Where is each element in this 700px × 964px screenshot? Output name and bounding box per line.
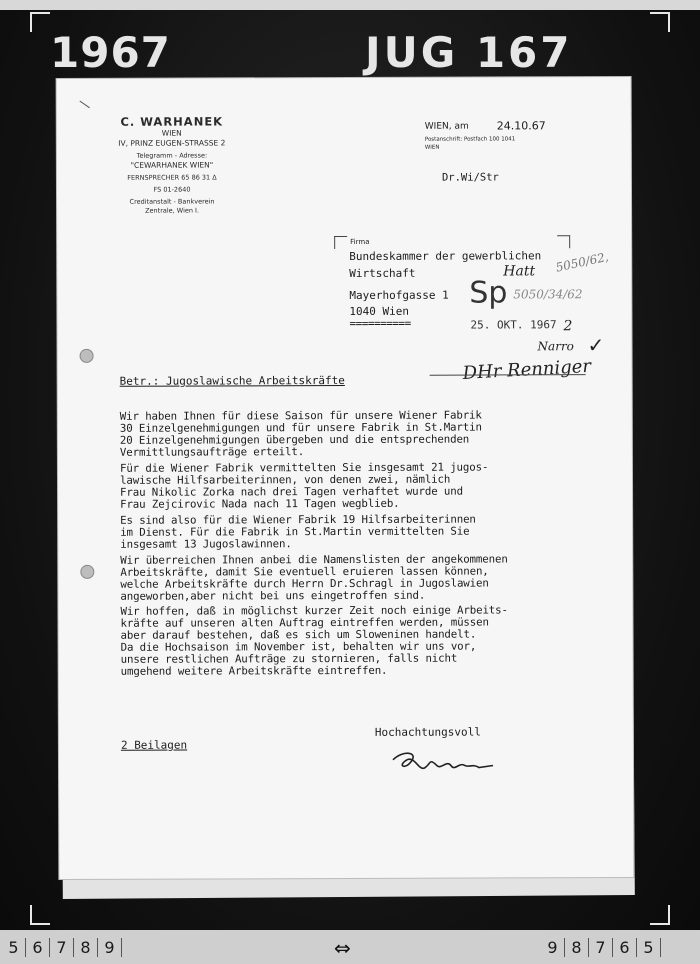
- signature-icon: [389, 745, 499, 781]
- frame-corner-top-left: [30, 12, 50, 32]
- film-year-label: 1967: [50, 28, 171, 77]
- handwritten-note: Hatt: [503, 263, 536, 280]
- recipient-label: Firma: [350, 237, 370, 246]
- edge-number: 8: [565, 938, 589, 957]
- frame-corner-bottom-left: [30, 905, 50, 925]
- fs-number: FS 01-2640: [153, 185, 191, 194]
- letter-date: 24.10.67: [496, 119, 546, 133]
- company-street: IV, PRINZ EUGEN-STRASSE 2: [118, 138, 226, 148]
- company-name: C. WARHANEK: [120, 114, 224, 129]
- enclosure-note: 2 Beilagen: [120, 738, 188, 752]
- recipient-line: 1040 Wien: [349, 304, 410, 318]
- punch-hole: [80, 565, 94, 579]
- film-center-mark-icon: ⇔: [334, 936, 351, 960]
- handwritten-routing-note: DHr Renniger: [462, 355, 592, 384]
- edge-number: 7: [50, 938, 74, 957]
- film-edge-numbers-left: [2, 938, 122, 957]
- check-icon: ✓: [587, 333, 605, 358]
- recipient-line: Bundeskammer der gewerblichen: [349, 249, 542, 263]
- letterhead: [107, 114, 237, 215]
- telegram-address: "CEWARHANEK WIEN": [130, 160, 214, 170]
- reference-code: Dr.Wi/Str: [441, 171, 499, 184]
- edge-number: 9: [541, 938, 565, 957]
- edge-number: 8: [74, 938, 98, 957]
- body-paragraph: Wir hoffen, daß in möglichst kurzer Zeit noch einige Arbeits- kräfte auf unseren alten Auftrag eintreffen werden, müssen aber darauf bestehen, daß es sich um Sloweninen handelt. Da die Hochsaison im November ist, behalten wir uns vor, unsere restlichen Aufträge zu stornieren, falls nicht umgehend weitere Arbeitskräfte eintreffen.: [120, 603, 508, 678]
- letter-subject: Betr.: Jugoslawische Arbeitskräfte: [119, 374, 345, 388]
- punch-hole: [80, 349, 94, 363]
- body-paragraph: Für die Wiener Fabrik vermittelten Sie insgesamt 21 jugos- lawische Hilfsarbeiterinnen, von denen zwei, nämlich Frau Nikolic Zorka nach drei Tagen verhaftet wurde und Frau Zejcirovic Nada nach 11 Tagen wegblieb.: [119, 460, 489, 511]
- frame-corner-bottom-right: [650, 905, 670, 925]
- tick-mark: [79, 101, 89, 109]
- address-bracket: [334, 236, 347, 249]
- body-paragraph: Wir überreichen Ihnen anbei die Namenslisten der angekommenen Arbeitskräfte, damit Sie eventuell eruieren lassen können, welche Arbeitskräfte durch Herrn Dr.Schragl in Jugoslawien angeworben,aber nicht bei uns eingetroffen sind.: [120, 552, 508, 603]
- recipient-line: Mayerhofgasse 1: [349, 288, 449, 302]
- edge-number: 9: [98, 938, 122, 957]
- bank-branch: Zentrale, Wien I.: [145, 206, 200, 215]
- bank-name: Creditanstalt - Bankverein: [129, 197, 215, 206]
- received-stamp-initials: Sp: [469, 275, 508, 311]
- handwritten-file-number: 5050/62,: [554, 249, 610, 275]
- handwritten-file-number: 5050/34/62: [513, 287, 583, 302]
- letter-page: [57, 77, 634, 879]
- dateline-place: WIEN, am: [424, 121, 469, 132]
- edge-number: 5: [637, 938, 661, 957]
- film-edge-top: [0, 0, 700, 10]
- edge-number: 7: [589, 938, 613, 957]
- company-city: WIEN: [161, 128, 182, 138]
- body-paragraph: Es sind also für die Wiener Fabrik 19 Hilfsarbeiterinnen im Dienst. Für die Fabrik in St.Martin vermittelten Sie insgesamt 13 Jugoslawinnen.: [120, 512, 476, 551]
- film-reference-label: JUG 167: [365, 28, 573, 77]
- recipient-line: Wirtschaft: [349, 266, 416, 280]
- closing-salutation: Hochachtungsvoll: [374, 725, 481, 739]
- frame-corner-top-right: [650, 12, 670, 32]
- edge-number: 6: [26, 938, 50, 957]
- telegram-label: Telegramm - Adresse:: [136, 151, 208, 160]
- recipient-underline: ==========: [349, 316, 411, 330]
- body-paragraph: Wir haben Ihnen für diese Saison für unsere Wiener Fabrik 30 Einzelgenehmigungen und für unsere Fabrik in St.Martin 20 Einzelgenehmigungen übergeben und die entsprechenden Vermittlungsaufträge erteilt.: [119, 408, 482, 459]
- edge-number: 5: [2, 938, 26, 957]
- handwritten-note: Narro: [537, 339, 574, 354]
- received-stamp-date: 25. OKT. 1967: [470, 318, 557, 332]
- film-edge-numbers-right: [541, 938, 661, 957]
- handwritten-note: 2: [563, 318, 573, 335]
- address-bracket: [557, 235, 570, 248]
- postal-address: Postanschrift: Postfach 100 1041 WIEN: [424, 136, 516, 151]
- phone-number: FERNSPRECHER 65 86 31 Δ: [127, 173, 217, 182]
- edge-number: 6: [613, 938, 637, 957]
